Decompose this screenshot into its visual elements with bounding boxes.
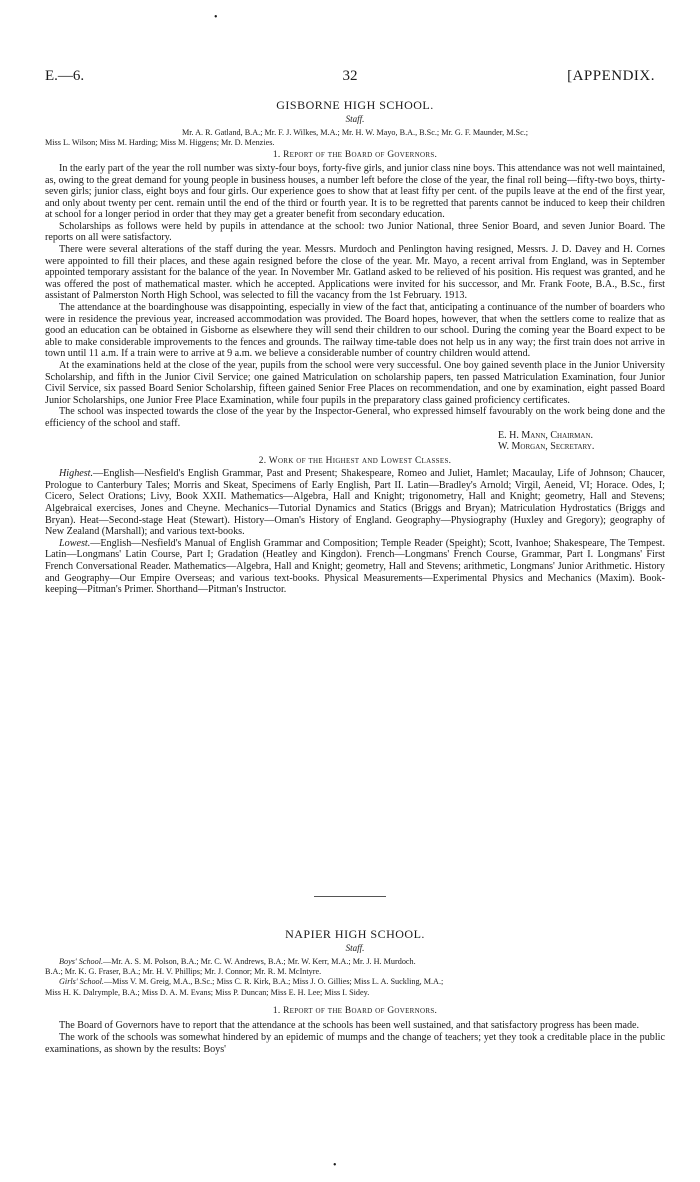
gisborne-section [45, 98, 665, 596]
highest-label: Highest. [59, 468, 94, 480]
report-paragraph: At the examinations held at the close of the year, pupils from the school were very successful. One boy gained seventh place in the Junior University Scholarship, and fifth in the Junior Civil Service; one gained Matriculation on scholarship papers, ten passed Matriculation Examination, four Junior Civil Service, six passed Board Senior Scholarship, fifteen gained Senior Free Places on recommendation, and one by examination, eight passed Board Junior Scholarships, one Junior Free Place Examination, while four pupils in the preparatory class gained proficiency certificates. [45, 360, 665, 406]
napier-report-heading: 1. Report of the Board of Governors. [272, 1005, 438, 1016]
gisborne-staff-label: Staff. [345, 114, 365, 124]
highest-text: —English—Nesfield's English Grammar, Past and Present; Shakespeare, Romeo and Juliet, Hamlet; Macaulay, Life of Johnson; Chaucer, Prologue to Canterbury Tales; Morris and Skeat, Specimens of Early English, Part II. Latin—Bradley's Arnold; Virgil, Aeneid, VI; Horace. Odes, I; Cicero, Select Orations; Livy, Book XXII. Mathematics—Algebra, Hall and Knight; trigonometry, Hall and Knight; geometry, Hall and Stevens; Algebraical exercises, Jones and Cheyne. Mechanics—Tutorial Dynamics and Statics (Briggs and Bryan); Matriculation Hydrostatics (Briggs and Bryan). Heat—Second-stage Heat (Stewart). History—Oman's History of England. Geography—Physiography (Huxley and Gregory); geography of New Zealand (Marshall); and various text-books. [45, 468, 665, 538]
section-divider [314, 896, 386, 897]
gisborne-staff-line: Mr. A. R. Gatland, B.A.; Mr. F. J. Wilkes, M.A.; Mr. H. W. Mayo, B.A., B.Sc.; Mr. G. F. Maunder, M.Sc.; [181, 128, 529, 137]
secretary-signature: W. Morgan, Secretary. [498, 441, 595, 453]
report-paragraph: In the early part of the year the roll number was sixty-four boys, forty-five girls, and junior class nine boys. This attendance was not well maintained, as, owing to the great demand for young people in business houses, a number left before the close of the year, the final roll being—fifty-two boys, thirty-seven girls; junior class, eight boys and four girls. Our experience goes to show that at least fifty per cent. of the pupils leave at the end of the first year, and only about twenty per cent. remain until the end of the third or fourth year. It is to be regretted that parents cannot be induced to keep their children at school for a longer period in order that they may get a greater benefit from secondary education. [45, 162, 665, 221]
girls-staff-line: Miss H. K. Dalrymple, B.A.; Miss D. A. M. Evans; Miss P. Duncan; Miss E. H. Lee; Miss I. Sidey. [45, 987, 370, 997]
gisborne-staff-list [45, 128, 665, 148]
boys-staff-text: —Mr. A. S. M. Polson, B.A.; Mr. C. W. Andrews, B.A.; Mr. W. Kerr, M.A.; Mr. J. H. Murdoch. [103, 957, 416, 966]
report-code: E.—6. [45, 68, 85, 84]
highest-class-paragraph [45, 468, 665, 538]
chairman-signature: E. H. Mann, Chairman. [498, 429, 594, 441]
report-paragraph: There were several alterations of the staff during the year. Messrs. Murdoch and Penlington having resigned, Messrs. J. D. Davey and H. Cornes were appointed to fill their places, and these again resigned before the close of the year. Mr. Mayo, a recent arrival from England, was in September appointed temporary assistant for the balance of the year. In November Mr. Gatland asked to be relieved of his position. His request was granted, and he was offered the post of mathematical master. which he accepted. Applications were invited for his successor, and Mr. Frank Foote, B.A., B.Sc., first assistant of Palmerston North High School, was selected to fill the vacancy from the 1st February. 1913. [45, 244, 665, 302]
gisborne-title: GISBORNE HIGH SCHOOL. [276, 98, 434, 112]
gisborne-report-heading: 1. Report of the Board of Governors. [272, 150, 438, 161]
report-paragraph: Scholarships as follows were held by pupils in attendance at the school: two Junior National, three Senior Board, and seven Junior Board. The reports on all were satisfactory. [45, 220, 665, 244]
page-number: 32 [342, 68, 358, 84]
gisborne-staff-line: Miss L. Wilson; Miss M. Harding; Miss M. Higgens; Mr. D. Menzies. [45, 138, 275, 148]
speck-mark: • [333, 1160, 337, 1171]
napier-staff-list [45, 957, 665, 998]
boys-school-label: Boys' School. [59, 957, 104, 966]
appendix-label: [APPENDIX. [567, 68, 655, 84]
boys-staff-line [45, 957, 665, 967]
napier-report-body [45, 1020, 665, 1055]
lowest-class-paragraph [45, 538, 665, 596]
napier-title: NAPIER HIGH SCHOOL. [285, 927, 425, 941]
gisborne-classes-body [45, 468, 665, 596]
boys-staff-line: B.A.; Mr. K. G. Fraser, B.A.; Mr. H. V. Phillips; Mr. J. Connor; Mr. R. M. McIntyre. [45, 967, 322, 977]
napier-section [45, 927, 665, 1055]
page-header [45, 68, 655, 90]
report-paragraph: The Board of Governors have to report that the attendance at the schools has been well sustained, and that satisfactory progress has been made. [59, 1020, 640, 1032]
girls-staff-text: —Miss V. M. Greig, M.A., B.Sc.; Miss C. R. Kirk, B.A.; Miss J. O. Gillies; Miss L. A. Suckling, M.A.; [103, 977, 444, 987]
napier-staff-label: Staff. [345, 943, 365, 953]
lowest-text: —English—Nesfield's Manual of English Grammar and Composition; Temple Reader (Speight); Scott, Ivanhoe; Shakespeare, The Tempest. Latin—Longmans' Latin Course, Part I; Gradation (Heatley and Kingdon). French—Longmans' French Course, Grammar, Part I. Longmans' First French Conversational Reader. Mathematics—Algebra, Hall and Knight; geometry, Hall and Stevens; arithmetic, Longmans' Junior Arithmetic. History and Geography—Our Empire Overseas; and various text-books. Physical Measurements—Experimental Physics and Mechanics (Maxim). Book-keeping—Pitman's Primer. Shorthand—Pitman's Instructor. [45, 537, 665, 596]
report-paragraph: The attendance at the boardinghouse was disappointing, especially in view of the fact that, anticipating a continuance of the number of boarders who were in residence the previous year, increased accommodation was provided. The Board hopes, however, that when the settlers come to realize that as good an education can be obtained in Gisborne as elsewhere they will send their children to our school. During the coming year the Board expect to be able to make considerable improvements to the fences and grounds. The railway time-table does not help us in any way; the first train does not arrive in town until 11 a.m. If a train were to arrive at 9 a.m. we believe a considerable number of country children would attend. [45, 302, 665, 360]
girls-staff-line [45, 977, 665, 987]
gisborne-signatures [498, 430, 665, 453]
gisborne-classes-heading: 2. Work of the Highest and Lowest Classes. [258, 455, 452, 466]
girls-school-label: Girls' School. [59, 977, 104, 987]
report-paragraph: The work of the schools was somewhat hindered by an epidemic of mumps and the change of teachers; yet they took a creditable place in the public examinations, as shown by the results: Boys' [45, 1031, 665, 1055]
speck-mark: • [214, 12, 218, 23]
lowest-label: Lowest. [59, 537, 91, 549]
report-paragraph: The school was inspected towards the close of the year by the Inspector-General, who expressed himself favourably on the work being done and the efficiency of the school and staff. [45, 406, 665, 429]
gisborne-report-body [45, 163, 665, 430]
